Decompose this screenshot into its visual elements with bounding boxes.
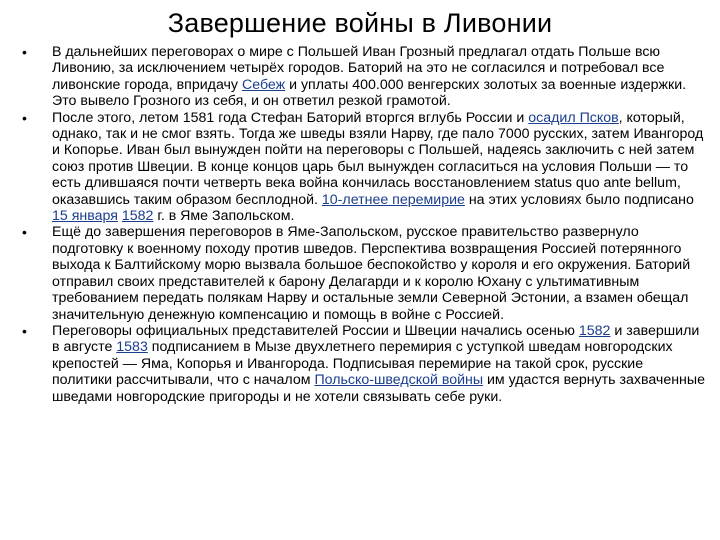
inline-link[interactable]: Польско-шведской войны	[314, 372, 484, 389]
inline-link[interactable]: 15 января	[52, 208, 118, 225]
bullet-item	[22, 224, 706, 322]
paragraph-text: им удастся вернуть захваченные шведами новгородские пригороды и не хотели связывать себе руки.	[52, 372, 705, 405]
inline-link[interactable]: 10-летнее перемирие	[321, 191, 465, 208]
paragraph-text: В дальнейших переговорах о мире с Польшей Иван Грозный предлагал отдать Польше всю Ливонию, за исключением четырёх городов. Баторий на это не согласился и потребовал все ливонские города, впридачу	[52, 44, 665, 93]
inline-link[interactable]: осадил Псков	[528, 109, 619, 126]
paragraph-text: и уплаты 400.000 венгерских золотых за военные издержки. Это вывело Грозного из себя, и он ответил резкой грамотой.	[52, 76, 687, 110]
paragraph-text: г. в Яме Запольском.	[153, 208, 295, 225]
bullet-paragraph	[52, 110, 706, 225]
paragraph-text: подписанием в Мызе двухлетнего перемирия с уступкой шведам новгородских крепостей — Яма, Копорья и Ивангорода. Подписывая перемирие на такой срок, русские политики рассчитывали, что с началом	[52, 339, 673, 389]
bullet-paragraph	[52, 323, 706, 405]
paragraph-text: Ещё до завершения переговоров в Яме-Запольском, русское правительство развернуло подготовку к военному походу против шведов. Перспектива возвращения Россией потерянного выхода к Балтийскому морю вызвала большое беспокойство у короля и его окружения. Баторий отправил своих представителей к барону Делагарди и к королю Юхану с ультимативным требованием передать полякам Нарву и остальные земли Северной Эстонии, а взамен обещал значительную денежную компенсацию и помощь в войне с Россией.	[52, 224, 691, 323]
bullet-item	[22, 110, 706, 225]
bullet-marker: •	[22, 322, 27, 339]
inline-link[interactable]: 1583	[116, 339, 148, 356]
bullet-paragraph	[52, 224, 706, 322]
inline-link[interactable]: 1582	[578, 322, 611, 339]
bullet-item	[22, 44, 706, 110]
slide-title: Завершение войны в Ливонии	[167, 8, 553, 38]
paragraph-text: После этого, летом 1581 года Стефан Баторий вторгся вглубь России и	[52, 109, 529, 126]
paragraph-text: , который, однако, так и не смог взять. Тогда же шведы взяли Нарву, где пало 7000 русских, затем Ивангород и Копорье. Иван был вынужден пойти на переговоры с Польшей, надеясь заключить с ней затем союз против Швеции. В конце концов царь был вынужден согласиться на условия Польши — то есть длившаяся почти четверть века война кончилась восстановлением status quo ante bellum, оказавшись таким образом бесплодной.	[52, 109, 704, 208]
inline-link[interactable]: Себеж	[241, 76, 286, 93]
bullet-item	[22, 323, 706, 405]
bullet-list	[22, 44, 706, 405]
bullet-marker: •	[22, 224, 27, 241]
inline-link[interactable]: 1582	[121, 208, 154, 225]
bullet-marker: •	[22, 44, 27, 60]
paragraph-text: на этих условиях было подписано	[464, 191, 694, 208]
paragraph-text: и завершили в августе	[52, 322, 700, 356]
bullet-marker: •	[22, 109, 27, 126]
bullet-paragraph	[52, 44, 706, 110]
paragraph-text: Переговоры официальных представителей России и Швеции начались осенью	[52, 322, 579, 339]
